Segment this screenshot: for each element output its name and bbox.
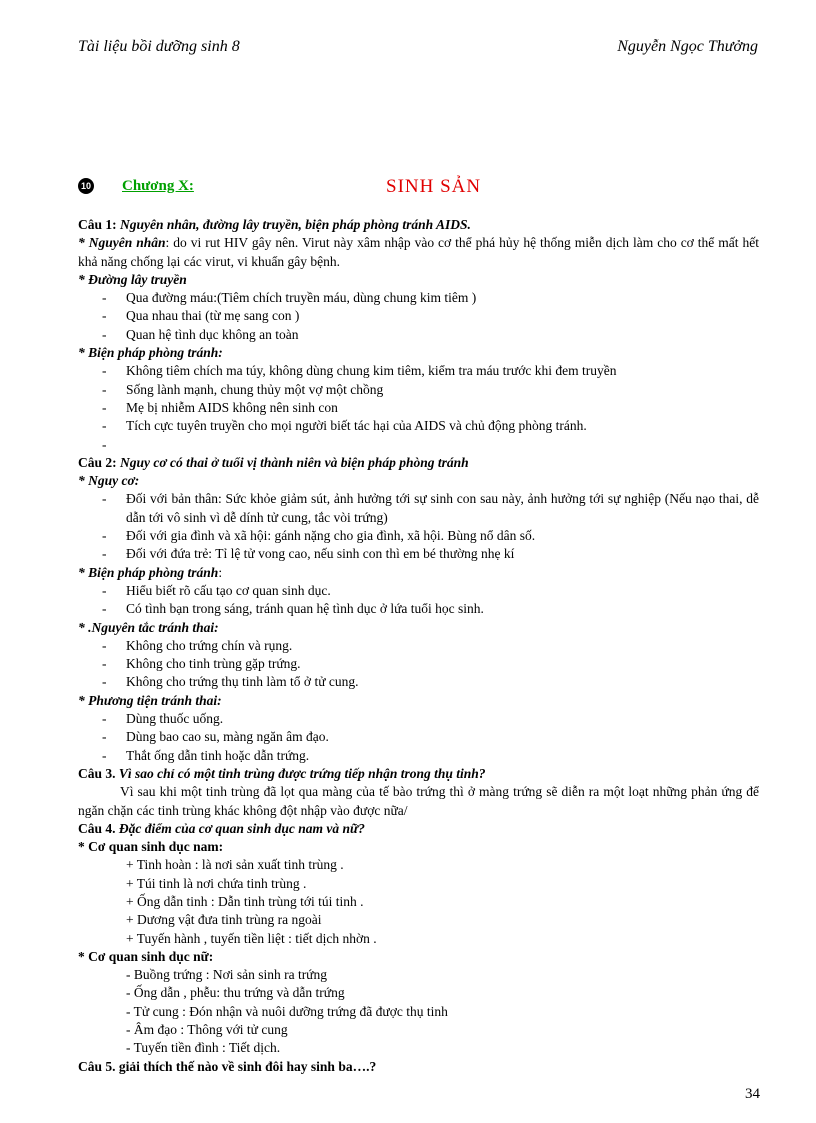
principle-label: * .Nguyên tắc tránh thai:	[78, 619, 219, 635]
document-body	[78, 216, 759, 1076]
cause-text: : do vi rut HIV gây nên. Virut này xâm nhập vào cơ thể phá hủy hệ thống miễn dịch làm cho cơ thể mất hết khả năng chống lại các virut, vi khuẩn gây bệnh.	[78, 235, 759, 269]
prevent-heading	[78, 564, 759, 582]
question-5-heading: Câu 5. giải thích thế nào về sinh đôi hay sinh ba….?	[78, 1058, 377, 1074]
list-item: - Không cho trứng thụ tinh làm tổ ở tử cung.	[78, 673, 759, 691]
question-title: Đặc điểm của cơ quan sinh dục nam và nữ?	[118, 820, 365, 836]
list-item: + Dương vật đưa tinh trùng ra ngoài	[126, 912, 322, 928]
list-item: - Âm đạo : Thông với tử cung	[126, 1022, 288, 1038]
question-title: Nguyên nhân, đường lây truyền, biện pháp phòng tránh AIDS.	[120, 217, 471, 232]
list-item: + Tinh hoàn : là nơi sản xuất tinh trùng .	[126, 857, 344, 873]
question-number: Câu 4.	[78, 820, 116, 836]
list-item-empty	[78, 436, 759, 454]
list-item: - Đối với gia đình và xã hội: gánh nặng cho gia đình, xã hội. Bùng nổ dân số.	[78, 527, 759, 545]
list-item: - Quan hệ tình dục không an toàn	[78, 326, 759, 344]
list-item: - Không cho tinh trùng gặp trứng.	[78, 655, 759, 673]
chapter-number-icon: 10	[78, 178, 94, 194]
question-title: Nguy cơ có thai ở tuổi vị thành niên và biện pháp phòng tránh	[120, 454, 469, 470]
question-number: Câu 3.	[78, 765, 116, 781]
list-item: - Tử cung : Đón nhận và nuôi dưỡng trứng đã được thụ tinh	[126, 1003, 448, 1019]
question-4-heading	[78, 820, 759, 838]
list-item: + Ống dẫn tinh : Dẫn tinh trùng tới túi tinh .	[126, 893, 364, 909]
means-label: * Phương tiện tránh thai:	[78, 692, 222, 708]
header-author: Nguyễn Ngọc Thưởng	[617, 38, 758, 55]
question-title: Vì sao chỉ có một tinh trùng được trứng tiếp nhận trong thụ tinh?	[118, 765, 486, 781]
question-number: Câu 2:	[78, 454, 117, 470]
list-item: - Dùng thuốc uống.	[78, 710, 759, 728]
question-3-heading	[78, 765, 759, 783]
list-item: - Sống lành mạnh, chung thủy một vợ một chồng	[78, 381, 759, 399]
cause-label: * Nguyên nhân	[78, 235, 166, 251]
answer-paragraph: Vì sau khi một tinh trùng đã lọt qua màng của tế bào trứng thì ở màng trứng sẽ diễn ra một loạt những phản ứng để ngăn chặn các tinh trùng khác không đột nhập vào được nữa/	[78, 784, 759, 818]
question-number: Câu 1:	[78, 217, 117, 232]
list-item: - Ống dẫn , phễu: thu trứng và dẫn trứng	[126, 985, 345, 1001]
question-1-heading	[78, 216, 759, 234]
list-item: - Không tiêm chích ma túy, không dùng chung kim tiêm, kiểm tra máu trước khi đem truyền	[78, 362, 759, 380]
list-item: - Tích cực tuyên truyền cho mọi người biết tác hại của AIDS và chủ động phòng tránh.	[78, 417, 759, 435]
list-item: - Mẹ bị nhiễm AIDS không nên sinh con	[78, 399, 759, 417]
list-item: - Có tình bạn trong sáng, tránh quan hệ tình dục ở lứa tuổi học sinh.	[78, 600, 759, 618]
list-item: - Đối với bản thân: Sức khỏe giảm sút, ảnh hưởng tới sự sinh con sau này, ảnh hưởng tới sự nghiệp (Nếu nạo thai, dễ dẫn tới vô sinh vì dễ dính tử cung, tắc vòi trứng)	[78, 490, 759, 527]
list-item: - Dùng bao cao su, màng ngăn âm đạo.	[78, 728, 759, 746]
list-item: - Thắt ống dẫn tinh hoặc dẫn trứng.	[78, 747, 759, 765]
question-2-heading	[78, 454, 759, 472]
chapter-heading	[78, 176, 758, 202]
list-item: + Tuyến hành , tuyến tiền liệt : tiết dịch nhờn .	[126, 930, 377, 946]
list-item: - Hiểu biết rõ cấu tạo cơ quan sinh dục.	[78, 582, 759, 600]
male-organs-label: * Cơ quan sinh dục nam:	[78, 839, 224, 855]
chapter-label: Chương X:	[122, 178, 194, 194]
prevent-label: * Biện pháp phòng tránh	[78, 564, 219, 580]
prevent-colon: :	[218, 564, 223, 580]
list-item: - Tuyến tiền đình : Tiết dịch.	[126, 1040, 281, 1056]
list-item: + Túi tinh là nơi chứa tinh trùng .	[126, 875, 307, 891]
list-item: - Đối với đứa trẻ: Tỉ lệ tử vong cao, nếu sinh con thì em bé thường nhẹ kí	[78, 545, 759, 563]
risk-label: * Nguy cơ:	[78, 473, 140, 489]
list-item: - Không cho trứng chín và rụng.	[78, 637, 759, 655]
female-organs-label: * Cơ quan sinh dục nữ:	[78, 948, 214, 964]
header-doc-title: Tài liệu bồi dưỡng sinh 8	[78, 38, 240, 55]
page-number: 34	[745, 1086, 760, 1102]
list-item: - Qua đường máu:(Tiêm chích truyền máu, dùng chung kim tiêm )	[78, 289, 759, 307]
cause-paragraph	[78, 234, 759, 271]
list-item: - Buồng trứng : Nơi sản sinh ra trứng	[126, 967, 328, 983]
list-item: - Qua nhau thai (từ mẹ sang con )	[78, 307, 759, 325]
prevent-label: * Biện pháp phòng tránh:	[78, 345, 223, 361]
chapter-title: SINH SẢN	[386, 176, 482, 197]
route-label: * Đường lây truyền	[78, 271, 187, 287]
